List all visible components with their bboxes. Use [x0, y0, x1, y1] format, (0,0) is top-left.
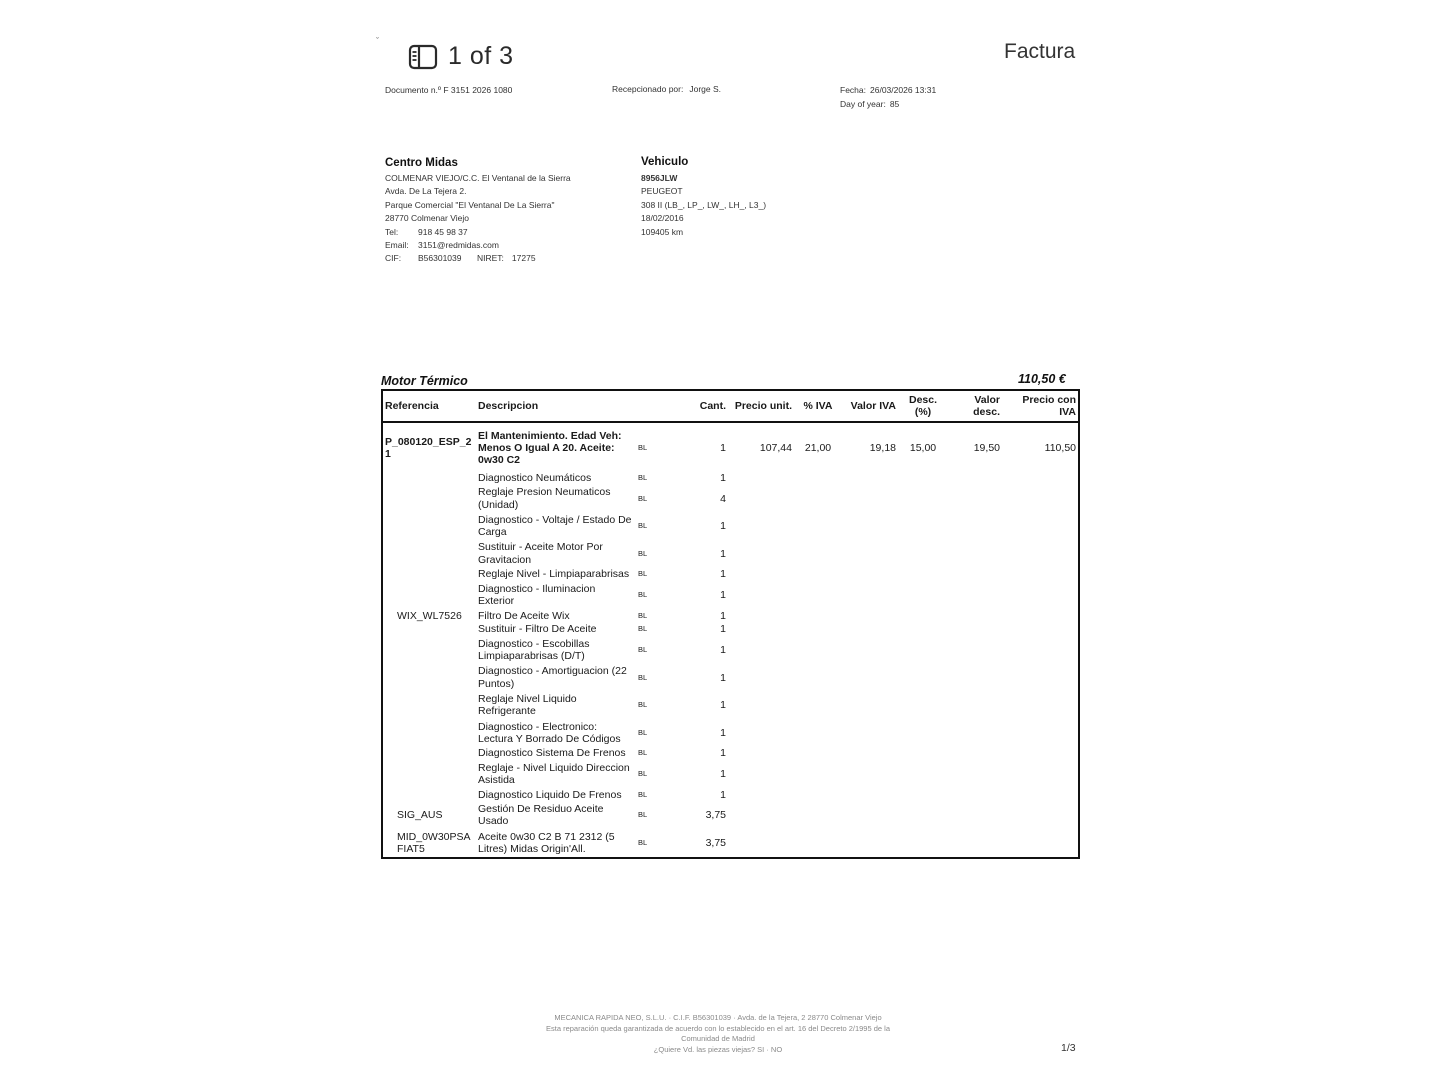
cell-empty [728, 636, 794, 664]
cell-qty: 1 [720, 767, 726, 780]
cell-empty [898, 719, 948, 747]
cell-desc: Diagnostico - Electronico: Lectura Y Borrado De Códigos [478, 720, 621, 745]
cell-empty [948, 788, 1002, 802]
cell-empty [898, 581, 948, 609]
date-block [840, 83, 936, 111]
cell-empty [842, 540, 898, 568]
cell-unit: BL [638, 672, 648, 682]
col-header-ref: Referencia [382, 390, 476, 422]
cell-unit: BL [638, 589, 648, 599]
col-header-disc-value: Valor desc. [948, 390, 1002, 422]
col-header-unit [636, 390, 676, 422]
cell-empty [794, 609, 842, 623]
vehicle-plate: 8956JLW [641, 173, 678, 183]
email-value: 3151@redmidas.com [418, 240, 499, 251]
cell-qty: 3,75 [705, 836, 726, 849]
cell-desc: Diagnostico Liquido De Frenos [478, 788, 622, 801]
cell-empty [728, 664, 794, 692]
cell-qty: 1 [720, 609, 726, 622]
cell-empty [842, 609, 898, 623]
vehicle-make: PEUGEOT [641, 186, 683, 197]
cell-empty [728, 802, 794, 830]
cell-empty [1002, 581, 1079, 609]
cell-empty [1002, 719, 1079, 747]
shop-tel [385, 226, 571, 239]
cell-empty [898, 692, 948, 720]
cell-empty [898, 623, 948, 637]
cell-empty [794, 719, 842, 747]
col-header-price: Precio unit. [728, 390, 794, 422]
cell-empty [898, 788, 948, 802]
page-number: 1/3 [1061, 1042, 1076, 1054]
cell-empty [898, 664, 948, 692]
cell-empty [728, 540, 794, 568]
cell-desc: Gestión De Residuo Aceite Usado [478, 803, 604, 828]
cell-ref [382, 719, 476, 747]
cell-unit: BL [638, 727, 648, 737]
cell-empty [728, 829, 794, 857]
cell-desc: Reglaje Presion Neumaticos (Unidad) [478, 486, 611, 511]
cell-desc: Diagnostico - Amortiguacion (22 Puntos) [478, 665, 627, 690]
cell-ref [382, 747, 476, 761]
cell-empty [1002, 760, 1079, 788]
cell-ref [382, 568, 476, 582]
cell-qty: 1 [720, 520, 726, 533]
cell-ref [382, 581, 476, 609]
cell-iva: 21,00 [804, 441, 832, 454]
cell-empty [794, 485, 842, 513]
cell-empty [842, 471, 898, 485]
cell-qty: 3,75 [705, 809, 726, 822]
items-table [381, 389, 1080, 859]
table-row [382, 422, 1079, 471]
cell-ref [382, 623, 476, 637]
shop-block [385, 157, 571, 266]
cell-empty [728, 760, 794, 788]
col-header-desc: Descripcion [476, 390, 636, 422]
cell-empty [1002, 609, 1079, 623]
col-header-iva: % IVA [794, 390, 842, 422]
cell-qty: 1 [720, 747, 726, 760]
table-row [382, 829, 1079, 857]
cell-empty [842, 664, 898, 692]
cell-empty [948, 636, 1002, 664]
table-row [382, 485, 1079, 513]
table-row [382, 664, 1079, 692]
vehicle-block [641, 156, 766, 239]
cell-unit: BL [638, 768, 648, 778]
shop-name: Centro Midas [385, 157, 458, 169]
cell-empty [794, 581, 842, 609]
table-row [382, 609, 1079, 623]
cell-empty [794, 471, 842, 485]
cell-ref: P_080120_ESP_21 [385, 435, 472, 461]
cell-qty: 1 [720, 644, 726, 657]
cell-empty [948, 692, 1002, 720]
col-header-qty: Cant. [676, 390, 728, 422]
cell-unit: BL [638, 442, 648, 452]
cell-empty [948, 664, 1002, 692]
document-title: Factura [1004, 40, 1076, 63]
cell-empty [898, 636, 948, 664]
cell-unit: BL [638, 748, 648, 758]
cell-empty [842, 581, 898, 609]
cell-empty [1002, 664, 1079, 692]
cell-empty [728, 747, 794, 761]
cell-empty [948, 760, 1002, 788]
cell-desc: Reglaje - Nivel Liquido Direccion Asistida [478, 761, 630, 787]
cell-empty [948, 747, 1002, 761]
cell-empty [898, 802, 948, 830]
footer-line: Comunidad de Madrid [681, 1034, 755, 1043]
cell-empty [898, 512, 948, 540]
cell-qty: 1 [720, 471, 726, 484]
cell-empty [794, 760, 842, 788]
cell-empty [794, 829, 842, 857]
cell-empty [794, 623, 842, 637]
cell-desc: Reglaje Nivel Liquido Refrigerante [478, 692, 577, 718]
cell-empty [1002, 471, 1079, 485]
cell-empty [794, 747, 842, 761]
cell-empty [728, 568, 794, 582]
vehicle-date: 18/02/2016 [641, 213, 684, 224]
section-title: Motor Térmico [381, 374, 468, 388]
email-label: Email: [385, 240, 409, 251]
cell-empty [842, 788, 898, 802]
table-row [382, 623, 1079, 637]
cell-empty [794, 568, 842, 582]
cell-empty [1002, 829, 1079, 857]
cell-ref [382, 760, 476, 788]
cell-qty: 4 [720, 492, 726, 505]
cell-desc: Diagnostico - Escobillas Limpiaparabrisas (D/T) [478, 637, 590, 663]
received-by [612, 84, 721, 94]
cell-empty [1002, 692, 1079, 720]
date-value: 26/03/2026 13:31 [870, 85, 937, 95]
cell-empty [728, 512, 794, 540]
cell-empty [794, 788, 842, 802]
cell-empty [898, 609, 948, 623]
niret-value: 17275 [511, 253, 536, 264]
cell-unit: BL [638, 521, 648, 531]
cell-empty [728, 471, 794, 485]
cell-ref [382, 540, 476, 568]
cell-qty: 1 [720, 699, 726, 712]
shop-line: COLMENAR VIEJO/C.C. El Ventanal de la Sierra [385, 173, 571, 183]
cell-qty: 1 [720, 726, 726, 739]
table-row [382, 747, 1079, 761]
table-row [382, 760, 1079, 788]
cell-desc: El Mantenimiento. Edad Veh: Menos O Igual A 20. Aceite: 0w30 C2 [478, 429, 622, 467]
table-header-row [382, 390, 1079, 422]
cell-empty [842, 760, 898, 788]
date-label: Fecha: [840, 85, 866, 95]
cell-ref [382, 485, 476, 513]
cell-empty [1002, 802, 1079, 830]
cell-empty [728, 692, 794, 720]
shop-line: 28770 Colmenar Viejo [385, 213, 469, 224]
cell-empty [898, 747, 948, 761]
cell-empty [1002, 788, 1079, 802]
cell-empty [898, 568, 948, 582]
cell-empty [794, 512, 842, 540]
cell-empty [948, 609, 1002, 623]
cell-empty [842, 719, 898, 747]
tel-value: 918 45 98 37 [418, 226, 468, 237]
cell-iva-value: 19,18 [869, 441, 896, 454]
cell-empty [728, 623, 794, 637]
footer-line: MECANICA RAPIDA NEO, S.L.U. · C.I.F. B56301039 · Avda. de la Tejera, 2 28770 Colmenar Viejo [554, 1013, 882, 1022]
table-row [382, 471, 1079, 485]
cell-empty [948, 540, 1002, 568]
cell-desc: Reglaje Nivel - Limpiaparabrisas [478, 568, 630, 581]
niret-label: NIRET: [477, 253, 504, 264]
table-filler-row [382, 857, 1079, 858]
table-row [382, 581, 1079, 609]
cell-qty: 1 [720, 623, 726, 636]
cell-empty [728, 485, 794, 513]
cell-empty [842, 829, 898, 857]
cell-empty [948, 802, 1002, 830]
cell-ref: SIG_AUS [397, 809, 443, 822]
cell-desc: Aceite 0w30 C2 B 71 2312 (5 Litres) Midas Origin'All. [478, 830, 615, 855]
cell-empty [842, 512, 898, 540]
section-total: 110,50 € [1018, 372, 1066, 386]
shop-line: Avda. De La Tejera 2. [385, 186, 467, 197]
cell-empty [842, 623, 898, 637]
cell-empty [1002, 540, 1079, 568]
footer-line: ¿Quiere Vd. las piezas viejas? SI · NO [653, 1044, 783, 1054]
cell-unit: BL [638, 837, 648, 847]
dayofyear-label: Day of year: [840, 99, 886, 109]
cell-ref [382, 692, 476, 720]
cell-desc: Filtro De Aceite Wix [478, 609, 570, 622]
page-counter-text: 1 of 3 [448, 42, 514, 70]
document-number: Documento n.º F 3151 2026 1080 [385, 85, 513, 95]
table-row [382, 540, 1079, 568]
cell-ref [382, 788, 476, 802]
cell-empty [1002, 636, 1079, 664]
table-row [382, 636, 1079, 664]
col-header-total: Precio con IVA [1002, 390, 1079, 422]
cell-empty [1002, 568, 1079, 582]
cell-unit: BL [638, 548, 648, 558]
cell-empty [794, 636, 842, 664]
cell-qty: 1 [720, 671, 726, 684]
cell-empty [898, 471, 948, 485]
cell-unit: BL [638, 810, 648, 820]
cell-desc: Diagnostico Sistema De Frenos [478, 747, 626, 760]
cell-qty: 1 [720, 788, 726, 801]
cell-ref: WIX_WL7526 [397, 609, 462, 622]
cell-empty [794, 692, 842, 720]
cell-empty [898, 760, 948, 788]
cell-ref [382, 512, 476, 540]
cell-empty [948, 829, 1002, 857]
cell-empty [728, 788, 794, 802]
cell-empty [898, 540, 948, 568]
cell-desc: Sustituir - Filtro De Aceite [478, 623, 597, 636]
vehicle-km: 109405 km [641, 226, 684, 237]
cell-price: 107,44 [759, 441, 792, 454]
cell-ref [382, 471, 476, 485]
cell-empty [728, 719, 794, 747]
cell-empty [1002, 623, 1079, 637]
shop-line: Parque Comercial "El Ventanal De La Sierra" [385, 199, 555, 210]
cell-empty [842, 485, 898, 513]
cell-empty [382, 857, 1079, 858]
table-row [382, 568, 1079, 582]
cell-qty: 1 [720, 568, 726, 581]
cell-empty [794, 664, 842, 692]
cell-empty [728, 609, 794, 623]
col-header-disc: Desc. (%) [898, 390, 948, 422]
cell-desc: Diagnostico Neumáticos [478, 471, 592, 484]
cell-empty [898, 829, 948, 857]
cif-value: B56301039 [418, 253, 462, 264]
cell-empty [842, 692, 898, 720]
shop-cif [385, 252, 571, 265]
cell-empty [948, 568, 1002, 582]
cell-empty [842, 636, 898, 664]
col-header-iva-value: Valor IVA [842, 390, 898, 422]
cell-empty [1002, 512, 1079, 540]
footer-line: Esta reparación queda garantizada de acuerdo con lo establecido en el art. 16 del Decreto 2/1995 de la [546, 1023, 890, 1033]
cell-unit: BL [638, 700, 648, 710]
cell-empty [948, 471, 1002, 485]
tel-label: Tel: [385, 226, 399, 237]
cell-empty [794, 540, 842, 568]
cell-qty: 1 [720, 441, 726, 454]
footer-legal [500, 1013, 936, 1055]
received-value: Jorge S. [689, 84, 722, 94]
cell-total: 110,50 [1044, 441, 1076, 454]
cell-qty: 1 [720, 547, 726, 560]
shop-email [385, 239, 571, 252]
cell-empty [948, 623, 1002, 637]
cell-ref [382, 664, 476, 692]
sidebar-toggle-icon[interactable] [408, 44, 438, 70]
cell-desc: Sustituir - Aceite Motor Por Gravitacion [478, 541, 603, 566]
cell-unit: BL [638, 645, 648, 655]
cell-desc: Diagnostico - Iluminacion Exterior [478, 582, 596, 608]
cell-unit: BL [638, 610, 648, 620]
cell-unit: BL [638, 569, 648, 579]
cif-label: CIF: [385, 253, 402, 264]
table-row [382, 719, 1079, 747]
cell-ref [382, 636, 476, 664]
cell-unit: BL [638, 789, 648, 799]
cell-unit: BL [638, 493, 648, 503]
vehicle-title: Vehiculo [641, 156, 689, 168]
cell-empty [1002, 485, 1079, 513]
cell-ref: MID_0W30PSAFIAT5 [397, 830, 471, 855]
cell-empty [948, 719, 1002, 747]
cell-disc: 15,00 [909, 441, 937, 454]
dayofyear-value: 85 [889, 99, 900, 109]
cell-qty: 1 [720, 588, 726, 601]
cell-empty [948, 512, 1002, 540]
vehicle-model: 308 II (LB_, LP_, LW_, LH_, L3_) [641, 199, 767, 210]
cell-unit: BL [638, 472, 648, 482]
page-counter[interactable] [408, 42, 514, 71]
cell-empty [728, 581, 794, 609]
cell-empty [898, 485, 948, 513]
table-row [382, 692, 1079, 720]
table-row [382, 788, 1079, 802]
table-row [382, 802, 1079, 830]
cell-unit: BL [638, 624, 648, 634]
cell-empty [948, 485, 1002, 513]
cell-desc: Diagnostico - Voltaje / Estado De Carga [478, 513, 632, 539]
cell-disc-value: 19,50 [973, 441, 1000, 454]
table-row [382, 512, 1079, 540]
cell-empty [794, 802, 842, 830]
cell-empty [842, 747, 898, 761]
received-label: Recepcionado por: [612, 84, 684, 94]
cell-empty [948, 581, 1002, 609]
tiny-mark: ˇ [376, 36, 379, 46]
cell-empty [1002, 747, 1079, 761]
cell-empty [842, 568, 898, 582]
cell-empty [842, 802, 898, 830]
